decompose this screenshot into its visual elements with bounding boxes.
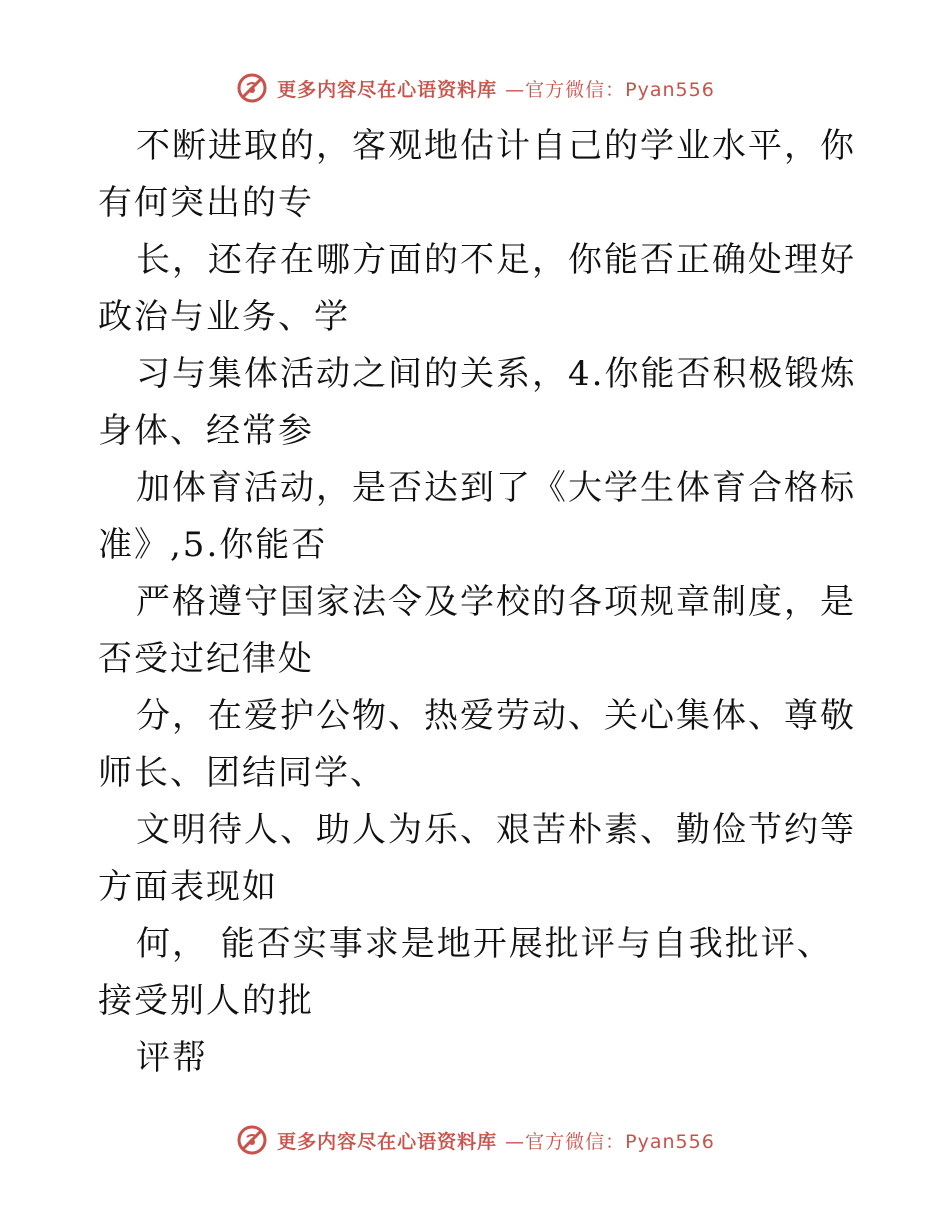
banner-wechat-text: —官方微信：Pyan556 xyxy=(505,1130,715,1153)
header-banner xyxy=(0,68,950,108)
banner-wechat-text: —官方微信：Pyan556 xyxy=(505,78,715,101)
paragraph: 严格遵守国家法令及学校的各项规章制度，是否受过纪律处 xyxy=(98,582,856,679)
brand-logo-icon xyxy=(235,71,269,105)
banner-main-text: 更多内容尽在心语资料库 xyxy=(277,78,498,101)
paragraph: 何， 能否实事求是地开展批评与自我批评、接受别人的批 xyxy=(98,924,833,1021)
paragraph: 不断进取的，客观地估计自己的学业水平，你有何突出的专 xyxy=(98,126,856,223)
paragraph: 文明待人、助人为乐、艰苦朴素、勤俭节约等方面表现如 xyxy=(98,810,856,907)
footer-banner xyxy=(0,1120,950,1160)
brand-logo-icon xyxy=(235,1123,269,1157)
banner-main-text: 更多内容尽在心语资料库 xyxy=(277,1130,498,1153)
paragraph: 长，还存在哪方面的不足，你能否正确处理好政治与业务、学 xyxy=(98,240,856,337)
paragraph: 分，在爱护公物、热爱劳动、关心集体、尊敬师长、团结同学、 xyxy=(98,696,856,793)
paragraph: 评帮 xyxy=(136,1038,208,1078)
paragraph: 加体育活动，是否达到了《大学生体育合格标准》,5.你能否 xyxy=(98,468,856,565)
paragraph: 习与集体活动之间的关系，4.你能否积极锻炼身体、经常参 xyxy=(98,354,857,451)
document-body xyxy=(98,118,858,1087)
